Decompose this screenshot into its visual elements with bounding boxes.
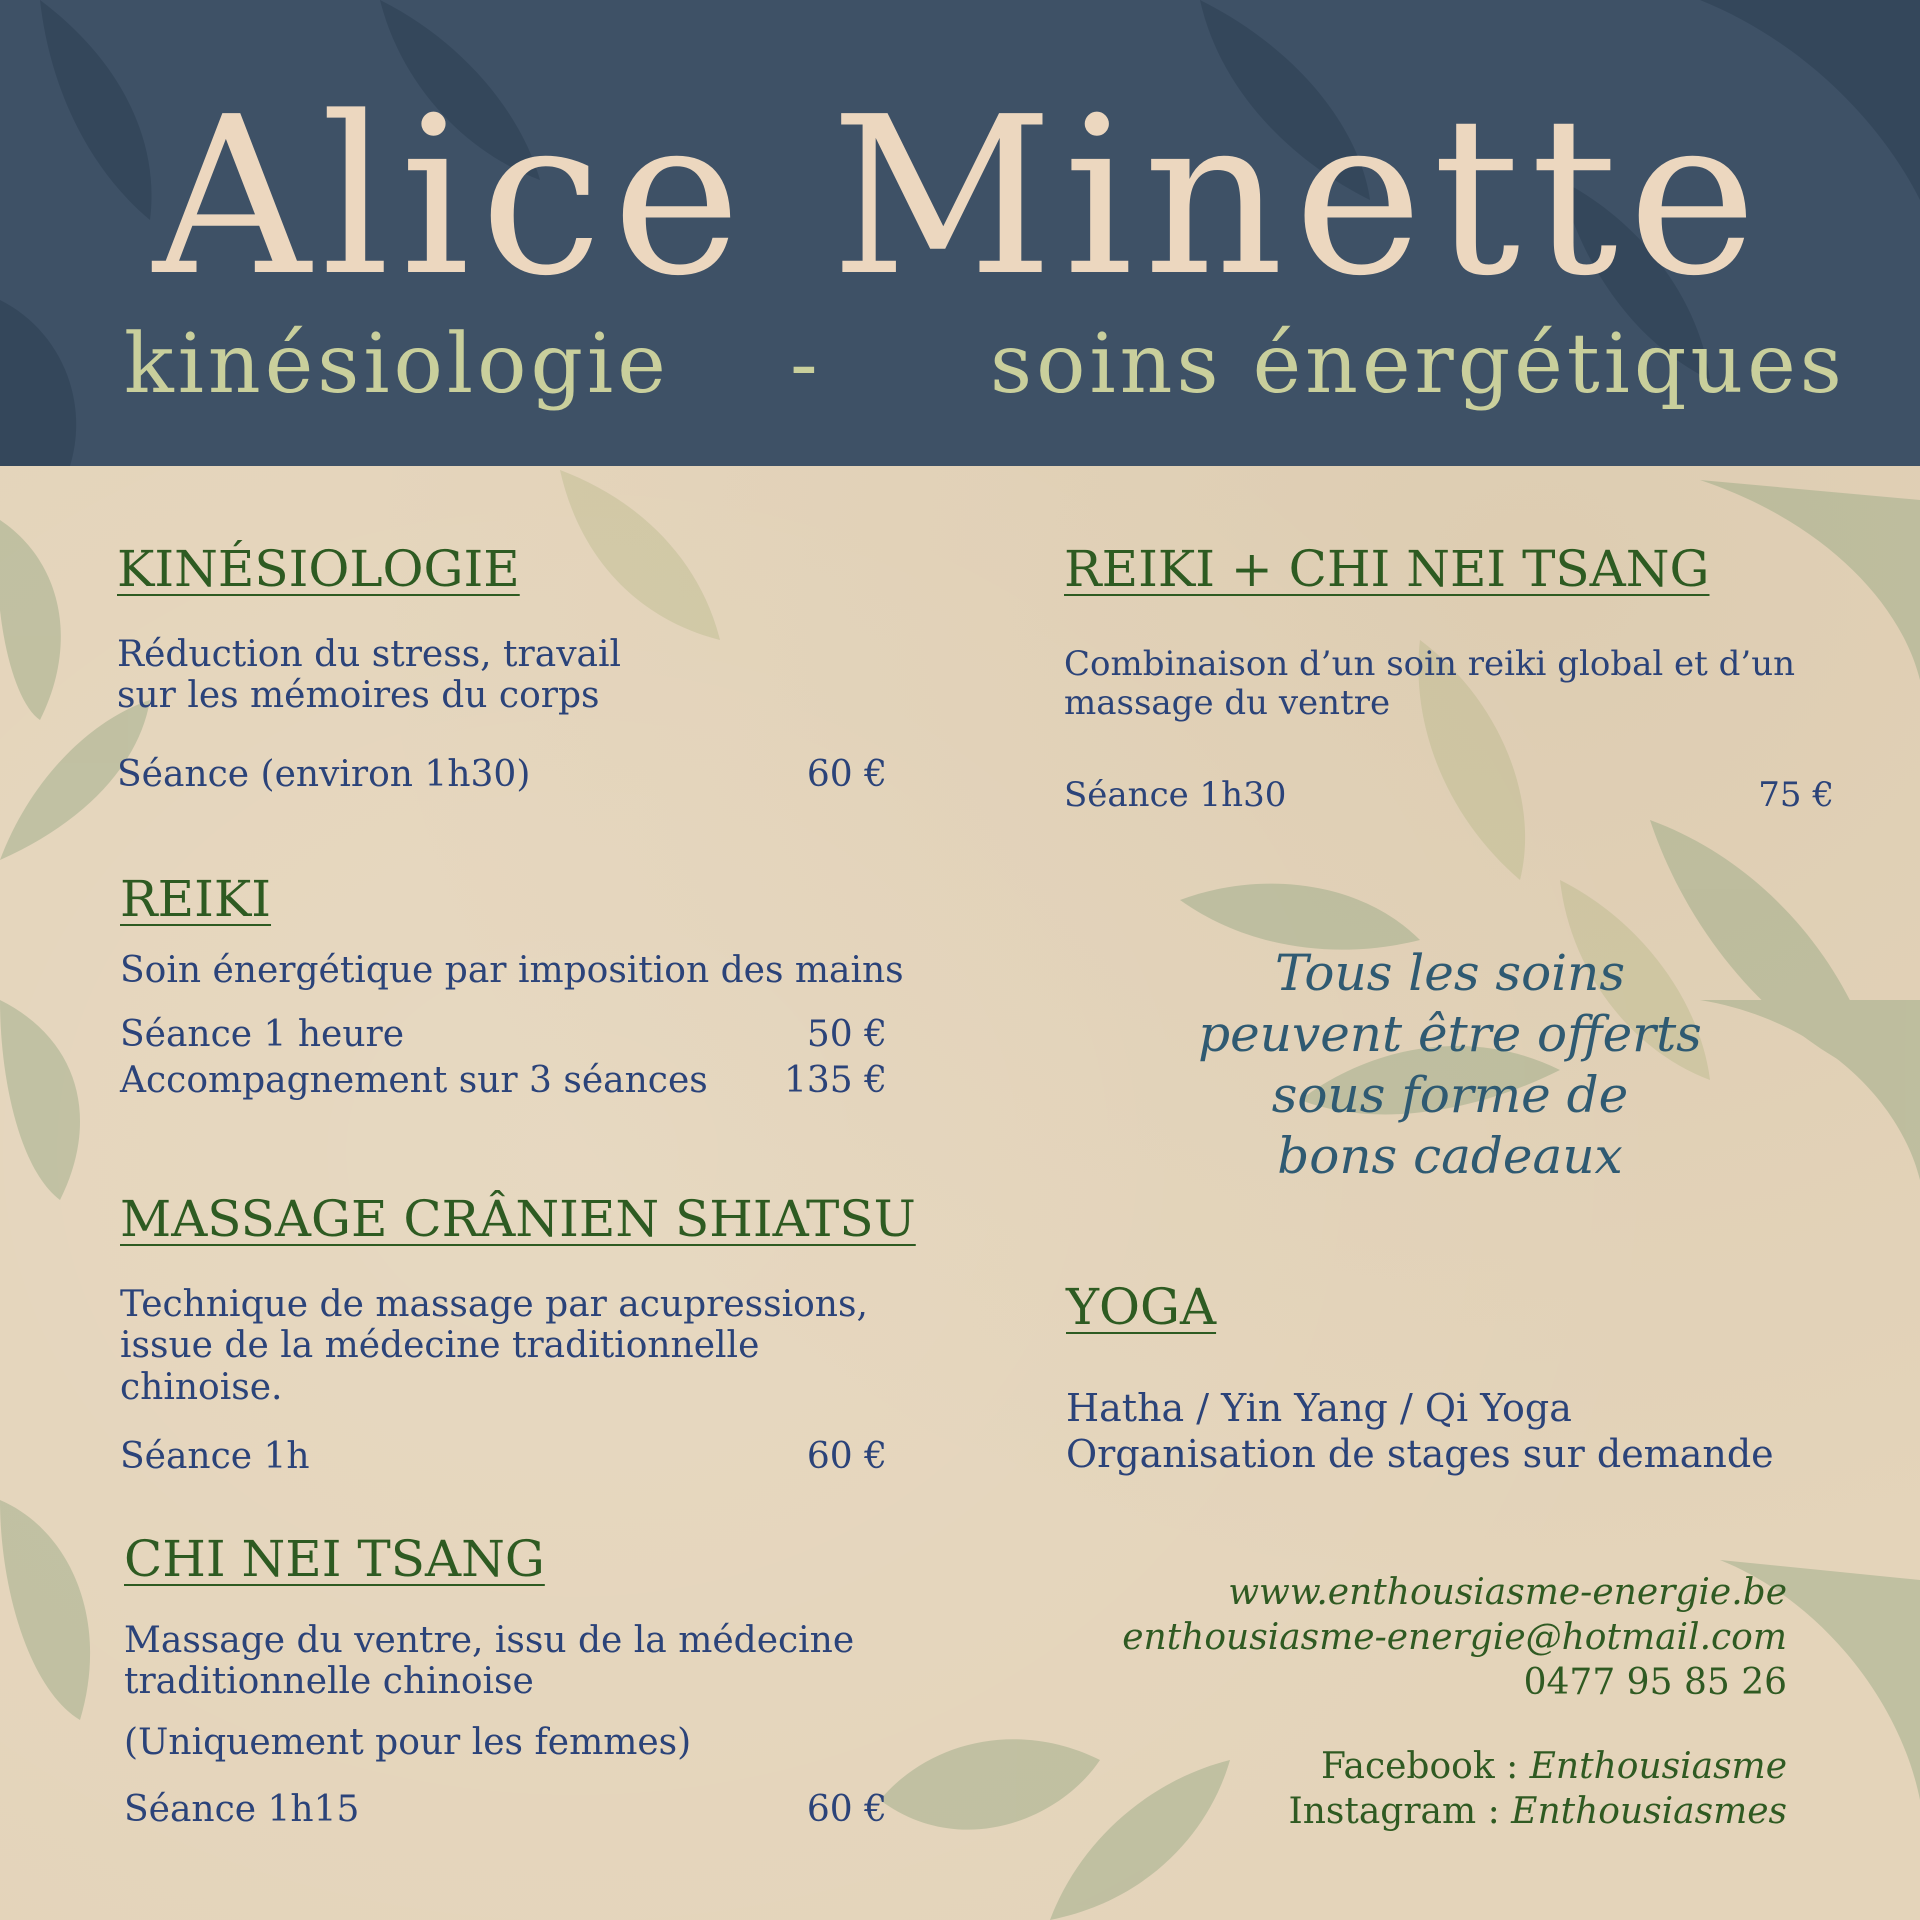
reiki-package-row bbox=[120, 1060, 887, 1101]
contact-block bbox=[1000, 1570, 1787, 1705]
reiki-combo-description bbox=[1064, 645, 1864, 723]
kinesiologie-session-row bbox=[117, 754, 887, 795]
kinesiologie-desc-line: sur les mémoires du corps bbox=[117, 675, 600, 717]
gift-line: sous forme de bbox=[1271, 1066, 1629, 1124]
reiki-title: REIKI bbox=[120, 870, 272, 928]
session-price: 60 € bbox=[806, 754, 887, 795]
subtitle-separator: - bbox=[790, 317, 822, 412]
reiki-combo-desc-line: massage du ventre bbox=[1064, 683, 1391, 724]
chi-nei-tsang-title: CHI NEI TSANG bbox=[124, 1530, 545, 1588]
kinesiologie-description bbox=[117, 634, 621, 717]
session-label: Séance (environ 1h30) bbox=[117, 754, 531, 795]
chi-nei-tsang-description bbox=[124, 1620, 924, 1703]
subtitle-soins: soins énergétiques bbox=[990, 317, 1846, 412]
session-price: 60 € bbox=[806, 1436, 887, 1477]
gift-line: peuvent être offerts bbox=[1198, 1005, 1702, 1063]
reiki-combo-title: REIKI + CHI NEI TSANG bbox=[1064, 540, 1710, 598]
instagram-line bbox=[1000, 1789, 1787, 1834]
yoga-title: YOGA bbox=[1066, 1278, 1217, 1336]
yoga-line: Organisation de stages sur demande bbox=[1066, 1431, 1774, 1476]
yoga-description bbox=[1066, 1386, 1774, 1477]
session-label: Séance 1 heure bbox=[120, 1014, 405, 1055]
gift-line: Tous les soins bbox=[1274, 944, 1626, 1002]
session-price: 75 € bbox=[1758, 775, 1834, 815]
session-label: Séance 1h30 bbox=[1064, 775, 1287, 815]
chi-nei-tsang-desc-line: traditionnelle chinoise bbox=[124, 1661, 534, 1703]
gift-line: bons cadeaux bbox=[1277, 1127, 1623, 1185]
phone-number: 0477 95 85 26 bbox=[1523, 1662, 1787, 1703]
reiki-session-row bbox=[120, 1014, 887, 1055]
facebook-label: Facebook : bbox=[1320, 1746, 1530, 1787]
reiki-combo-session-row bbox=[1064, 776, 1834, 815]
shiatsu-session-row bbox=[120, 1436, 887, 1477]
instagram-label: Instagram : bbox=[1288, 1791, 1512, 1832]
kinesiologie-title: KINÉSIOLOGIE bbox=[117, 540, 520, 598]
shiatsu-desc-line: issue de la médecine traditionnelle bbox=[120, 1325, 760, 1367]
email-link[interactable]: enthousiasme-energie@hotmail.com bbox=[1122, 1617, 1787, 1658]
session-price: 60 € bbox=[806, 1789, 887, 1830]
chi-nei-tsang-session-row bbox=[124, 1789, 887, 1830]
subtitle-kinesiologie: kinésiologie bbox=[124, 317, 670, 412]
social-block bbox=[1000, 1744, 1787, 1834]
instagram-link[interactable]: Enthousiasmes bbox=[1511, 1791, 1787, 1832]
shiatsu-desc-line: Technique de massage par acupressions, bbox=[120, 1284, 868, 1325]
session-label: Séance 1h15 bbox=[124, 1789, 360, 1830]
session-price: 135 € bbox=[783, 1060, 887, 1101]
shiatsu-title: MASSAGE CRÂNIEN SHIATSU bbox=[120, 1190, 916, 1248]
session-label: Séance 1h bbox=[120, 1436, 310, 1477]
kinesiologie-desc-line: Réduction du stress, travail bbox=[117, 634, 622, 675]
facebook-link[interactable]: Enthousiasme bbox=[1529, 1746, 1787, 1787]
gift-voucher-note bbox=[1100, 943, 1800, 1187]
chi-nei-tsang-desc-line: Massage du ventre, issu de la médecine bbox=[124, 1620, 855, 1661]
reiki-combo-desc-line: Combinaison d’un soin reiki global et d’un bbox=[1064, 644, 1796, 684]
reiki-description: Soin énergétique par imposition des mains bbox=[120, 950, 904, 991]
header-banner bbox=[0, 0, 1920, 466]
facebook-line bbox=[1000, 1744, 1787, 1789]
session-price: 50 € bbox=[806, 1014, 887, 1055]
session-label: Accompagnement sur 3 séances bbox=[120, 1060, 708, 1101]
yoga-line: Hatha / Yin Yang / Qi Yoga bbox=[1066, 1386, 1572, 1430]
website-link[interactable]: www.enthousiasme-energie.be bbox=[1228, 1572, 1787, 1613]
shiatsu-description bbox=[120, 1284, 920, 1408]
chi-nei-tsang-note: (Uniquement pour les femmes) bbox=[124, 1722, 692, 1763]
page-title: Alice Minette bbox=[153, 71, 1767, 324]
shiatsu-desc-line: chinoise. bbox=[120, 1366, 283, 1408]
